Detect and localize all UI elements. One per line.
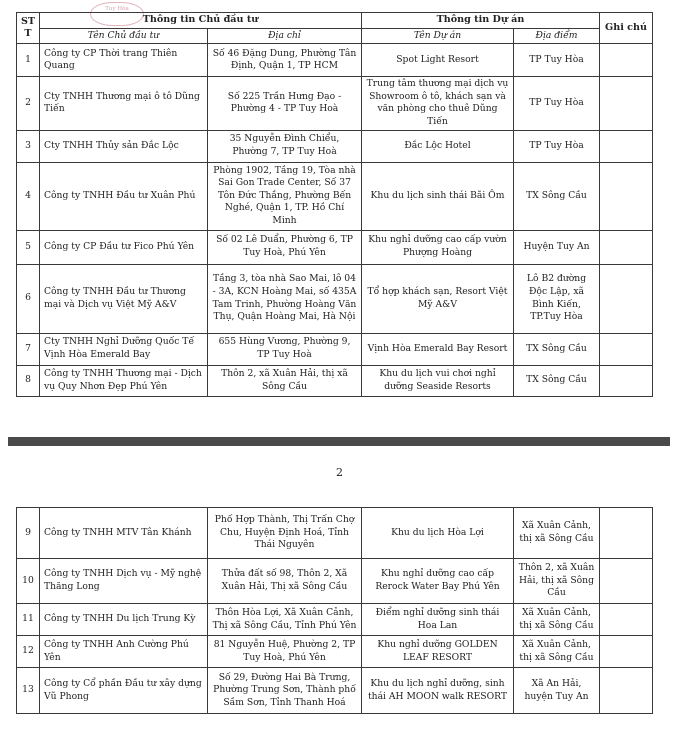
note-cell: [600, 162, 653, 230]
note-cell: [600, 559, 653, 604]
address-cell: Phòng 1902, Tầng 19, Tòa nhà Sai Gon Trade Center, Số 37 Tôn Đức Thắng, Phường Bến Nghé, Quận 1, TP. Hồ Chí Minh: [208, 162, 362, 230]
header-stt: ST T: [17, 13, 40, 44]
location-cell: Huyện Tuy An: [514, 230, 600, 264]
table-row: [17, 668, 653, 714]
location-cell: TP Tuy Hòa: [514, 77, 600, 130]
address-cell: Thửa đất số 98, Thôn 2, Xã Xuân Hải, Thị xã Sông Cầu: [208, 559, 362, 604]
investor-project-table-page-1: [16, 12, 653, 397]
location-cell: TP Tuy Hòa: [514, 44, 600, 77]
official-stamp: Tuy Hòa: [90, 2, 144, 26]
address-cell: Thôn Hòa Lợi, Xã Xuân Cảnh, Thị xã Sông Cầu, Tỉnh Phú Yên: [208, 604, 362, 636]
investor-name-cell: Công ty TNHH Đầu tư Xuân Phú: [40, 162, 208, 230]
location-cell: Xã An Hải, huyện Tuy An: [514, 668, 600, 714]
project-name-cell: Spot Light Resort: [362, 44, 514, 77]
header-investor-group: Thông tin Chủ đầu tư: [40, 13, 362, 29]
investor-name-cell: Công ty TNHH MTV Tân Khánh: [40, 508, 208, 559]
table-row: [17, 230, 653, 264]
row-number: 13: [17, 668, 40, 714]
note-cell: [600, 44, 653, 77]
location-cell: Lô B2 đường Độc Lập, xã Bình Kiến, TP.Tuy Hòa: [514, 264, 600, 333]
header-project-group: Thông tin Dự án: [362, 13, 600, 29]
address-cell: Phố Hợp Thành, Thị Trấn Chợ Chu, Huyện Định Hoá, Tỉnh Thái Nguyên: [208, 508, 362, 559]
project-name-cell: Khu du lịch sinh thái Bãi Ôm: [362, 162, 514, 230]
row-number: 3: [17, 130, 40, 162]
investor-name-cell: Cty TNHH Nghỉ Dưỡng Quốc Tế Vịnh Hòa Emerald Bay: [40, 333, 208, 365]
note-cell: [600, 77, 653, 130]
table-row: [17, 604, 653, 636]
table-row: [17, 130, 653, 162]
note-cell: [600, 604, 653, 636]
header-note: Ghi chú: [600, 13, 653, 44]
row-number: 12: [17, 636, 40, 668]
header-location: Địa điểm: [514, 28, 600, 44]
location-cell: TX Sông Cầu: [514, 333, 600, 365]
investor-name-cell: Công ty TNHH Đầu tư Thương mại và Dịch vụ Việt Mỹ A&V: [40, 264, 208, 333]
note-cell: [600, 365, 653, 396]
address-cell: Tầng 3, tòa nhà Sao Mai, lô 04 - 3A, KCN Hoàng Mai, số 435A Tam Trinh, Phường Hoàng Văn Thụ, Quận Hoàng Mai, Hà Nội: [208, 264, 362, 333]
row-number: 7: [17, 333, 40, 365]
address-cell: 35 Nguyễn Đình Chiểu, Phường 7, TP Tuy Hoà: [208, 130, 362, 162]
location-cell: Thôn 2, xã Xuân Hải, thị xã Sông Cầu: [514, 559, 600, 604]
project-name-cell: Khu du lịch Hòa Lợi: [362, 508, 514, 559]
note-cell: [600, 333, 653, 365]
row-number: 5: [17, 230, 40, 264]
table-row: [17, 162, 653, 230]
address-cell: Số 02 Lê Duẩn, Phường 6, TP Tuy Hoà, Phú Yên: [208, 230, 362, 264]
address-cell: 655 Hùng Vương, Phường 9, TP Tuy Hoà: [208, 333, 362, 365]
project-name-cell: Khu nghỉ dưỡng cao cấp vườn Phượng Hoàng: [362, 230, 514, 264]
page-separator: [8, 437, 670, 446]
address-cell: Số 29, Đường Hai Bà Trưng, Phường Trung Sơn, Thành phố Sầm Sơn, Tỉnh Thanh Hoá: [208, 668, 362, 714]
row-number: 4: [17, 162, 40, 230]
location-cell: Xã Xuân Cảnh, thị xã Sông Cầu: [514, 508, 600, 559]
row-number: 6: [17, 264, 40, 333]
row-number: 1: [17, 44, 40, 77]
note-cell: [600, 230, 653, 264]
row-number: 10: [17, 559, 40, 604]
table-row: [17, 264, 653, 333]
table-row: [17, 559, 653, 604]
project-name-cell: Vịnh Hòa Emerald Bay Resort: [362, 333, 514, 365]
investor-name-cell: Cty TNHH Thủy sản Đắc Lộc: [40, 130, 208, 162]
note-cell: [600, 130, 653, 162]
table-row: [17, 636, 653, 668]
table-row: [17, 365, 653, 396]
header-investor-name: Tên Chủ đầu tư: [40, 28, 208, 44]
address-cell: Thôn 2, xã Xuân Hải, thị xã Sông Cầu: [208, 365, 362, 396]
project-name-cell: Tổ hợp khách sạn, Resort Việt Mỹ A&V: [362, 264, 514, 333]
investor-project-table-page-2: [16, 507, 653, 714]
note-cell: [600, 508, 653, 559]
note-cell: [600, 668, 653, 714]
project-name-cell: Khu du lịch vui chơi nghỉ dưỡng Seaside Resorts: [362, 365, 514, 396]
address-cell: Số 225 Trần Hưng Đạo - Phường 4 - TP Tuy Hoà: [208, 77, 362, 130]
location-cell: TP Tuy Hòa: [514, 130, 600, 162]
table-row: [17, 333, 653, 365]
page-number: 2: [336, 466, 343, 479]
investor-name-cell: Công ty TNHH Anh Cường Phú Yên: [40, 636, 208, 668]
row-number: 8: [17, 365, 40, 396]
project-name-cell: Khu du lịch nghỉ dưỡng, sinh thái AH MOON walk RESORT: [362, 668, 514, 714]
address-cell: Số 46 Đặng Dung, Phường Tân Định, Quận 1, TP HCM: [208, 44, 362, 77]
header-address: Địa chỉ: [208, 28, 362, 44]
investor-name-cell: Công ty CP Thời trang Thiên Quang: [40, 44, 208, 77]
table-row: [17, 508, 653, 559]
location-cell: TX Sông Cầu: [514, 162, 600, 230]
address-cell: 81 Nguyễn Huệ, Phường 2, TP Tuy Hoà, Phú Yên: [208, 636, 362, 668]
location-cell: Xã Xuân Cảnh, thị xã Sông Cầu: [514, 636, 600, 668]
row-number: 2: [17, 77, 40, 130]
project-name-cell: Điểm nghỉ dưỡng sinh thái Hoa Lan: [362, 604, 514, 636]
project-name-cell: Đắc Lộc Hotel: [362, 130, 514, 162]
project-name-cell: Khu nghỉ dưỡng cao cấp Rerock Water Bay Phú Yên: [362, 559, 514, 604]
investor-name-cell: Công ty CP Đầu tư Fico Phú Yên: [40, 230, 208, 264]
location-cell: Xã Xuân Cảnh, thị xã Sông Cầu: [514, 604, 600, 636]
table-row: [17, 77, 653, 130]
project-name-cell: Khu nghỉ dưỡng GOLDEN LEAF RESORT: [362, 636, 514, 668]
note-cell: [600, 264, 653, 333]
investor-name-cell: Cty TNHH Thương mại ô tô Dũng Tiến: [40, 77, 208, 130]
header-project-name: Tên Dự án: [362, 28, 514, 44]
investor-name-cell: Công ty TNHH Thương mại - Dịch vụ Quy Nhơn Đẹp Phú Yên: [40, 365, 208, 396]
investor-name-cell: Công ty Cổ phần Đầu tư xây dựng Vũ Phong: [40, 668, 208, 714]
investor-name-cell: Công ty TNHH Du lịch Trung Kỳ: [40, 604, 208, 636]
row-number: 11: [17, 604, 40, 636]
investor-name-cell: Công ty TNHH Dịch vụ - Mỹ nghệ Thăng Long: [40, 559, 208, 604]
project-name-cell: Trung tâm thương mại dịch vụ Showroom ô tô, khách sạn và văn phòng cho thuê Dũng Tiến: [362, 77, 514, 130]
table-row: [17, 44, 653, 77]
row-number: 9: [17, 508, 40, 559]
location-cell: TX Sông Cầu: [514, 365, 600, 396]
note-cell: [600, 636, 653, 668]
